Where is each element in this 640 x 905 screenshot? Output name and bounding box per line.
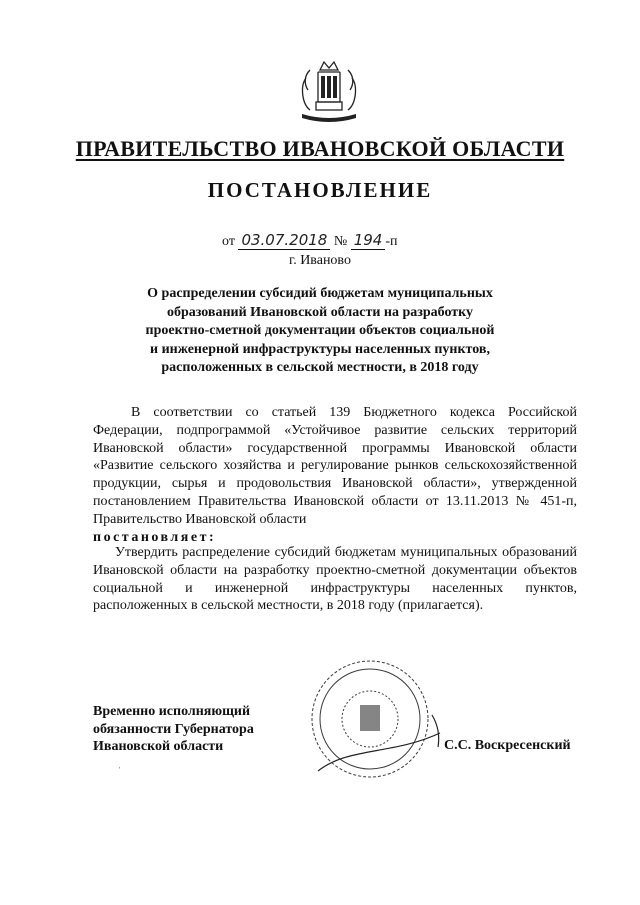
document-subject <box>130 285 510 378</box>
number-suffix: -п <box>385 234 398 249</box>
signatory-title <box>93 703 254 756</box>
decree-paragraph: Утвердить распределение субсидий бюджетам муниципальных образований Ивановской области на разработку проектно-сметной документации объектов социальной и инженерной инфраструктуры населенных пунктов, расположенных в сельской местности, в 2018 году (прилагается). <box>93 545 577 614</box>
subject-line: О распределении субсидий бюджетам муниципальных <box>147 286 493 301</box>
signatory-name: С.С. Воскресенский <box>444 738 571 753</box>
signatory-title-line: Временно исполняющий <box>93 704 251 719</box>
document-date: 03.07.2018 <box>238 231 330 250</box>
subject-line: проектно-сметной документации объектов социальной <box>145 323 495 338</box>
city: г. Иваново <box>289 253 351 268</box>
subject-line: и инженерной инфраструктуры населенных пунктов, <box>150 341 490 357</box>
preamble-text: В соответствии со статьей 139 Бюджетного кодекса Российской Федерации, подпрограммой «Устойчивое развитие сельских территорий Ивановской области» государственной программы Ивановской области «Развитие сельского хозяйства и регулирование рынков сельскохозяйственной продукции, сырья и продовольствия Ивановской области», утвержденной постановлением Правительства Ивановской области от 13.11.2013 № 451-п, Правительство Ивановской области <box>93 405 577 527</box>
subject-line: расположенных в сельской местности, в 2018 году <box>161 360 479 375</box>
signatory-title-line: обязанности Губернатора <box>93 721 254 737</box>
signatory-title-line: Ивановской области <box>93 739 224 754</box>
coat-of-arms-icon <box>298 56 360 126</box>
date-prefix: от <box>222 234 235 249</box>
decree-word: постановляет: <box>93 529 217 545</box>
date-number-line <box>222 231 482 250</box>
organization-title: ПРАВИТЕЛЬСТВО ИВАНОВСКОЙ ОБЛАСТИ <box>75 136 565 161</box>
official-stamp <box>298 655 448 785</box>
preamble-paragraph <box>93 404 577 546</box>
margin-mark: ˌ <box>118 758 122 769</box>
subject-line: образований Ивановской области на разработку <box>166 304 474 320</box>
document-type: ПОСТАНОВЛЕНИЕ <box>207 178 433 202</box>
number-prefix: № <box>333 234 348 249</box>
document-number: 194 <box>351 231 386 250</box>
